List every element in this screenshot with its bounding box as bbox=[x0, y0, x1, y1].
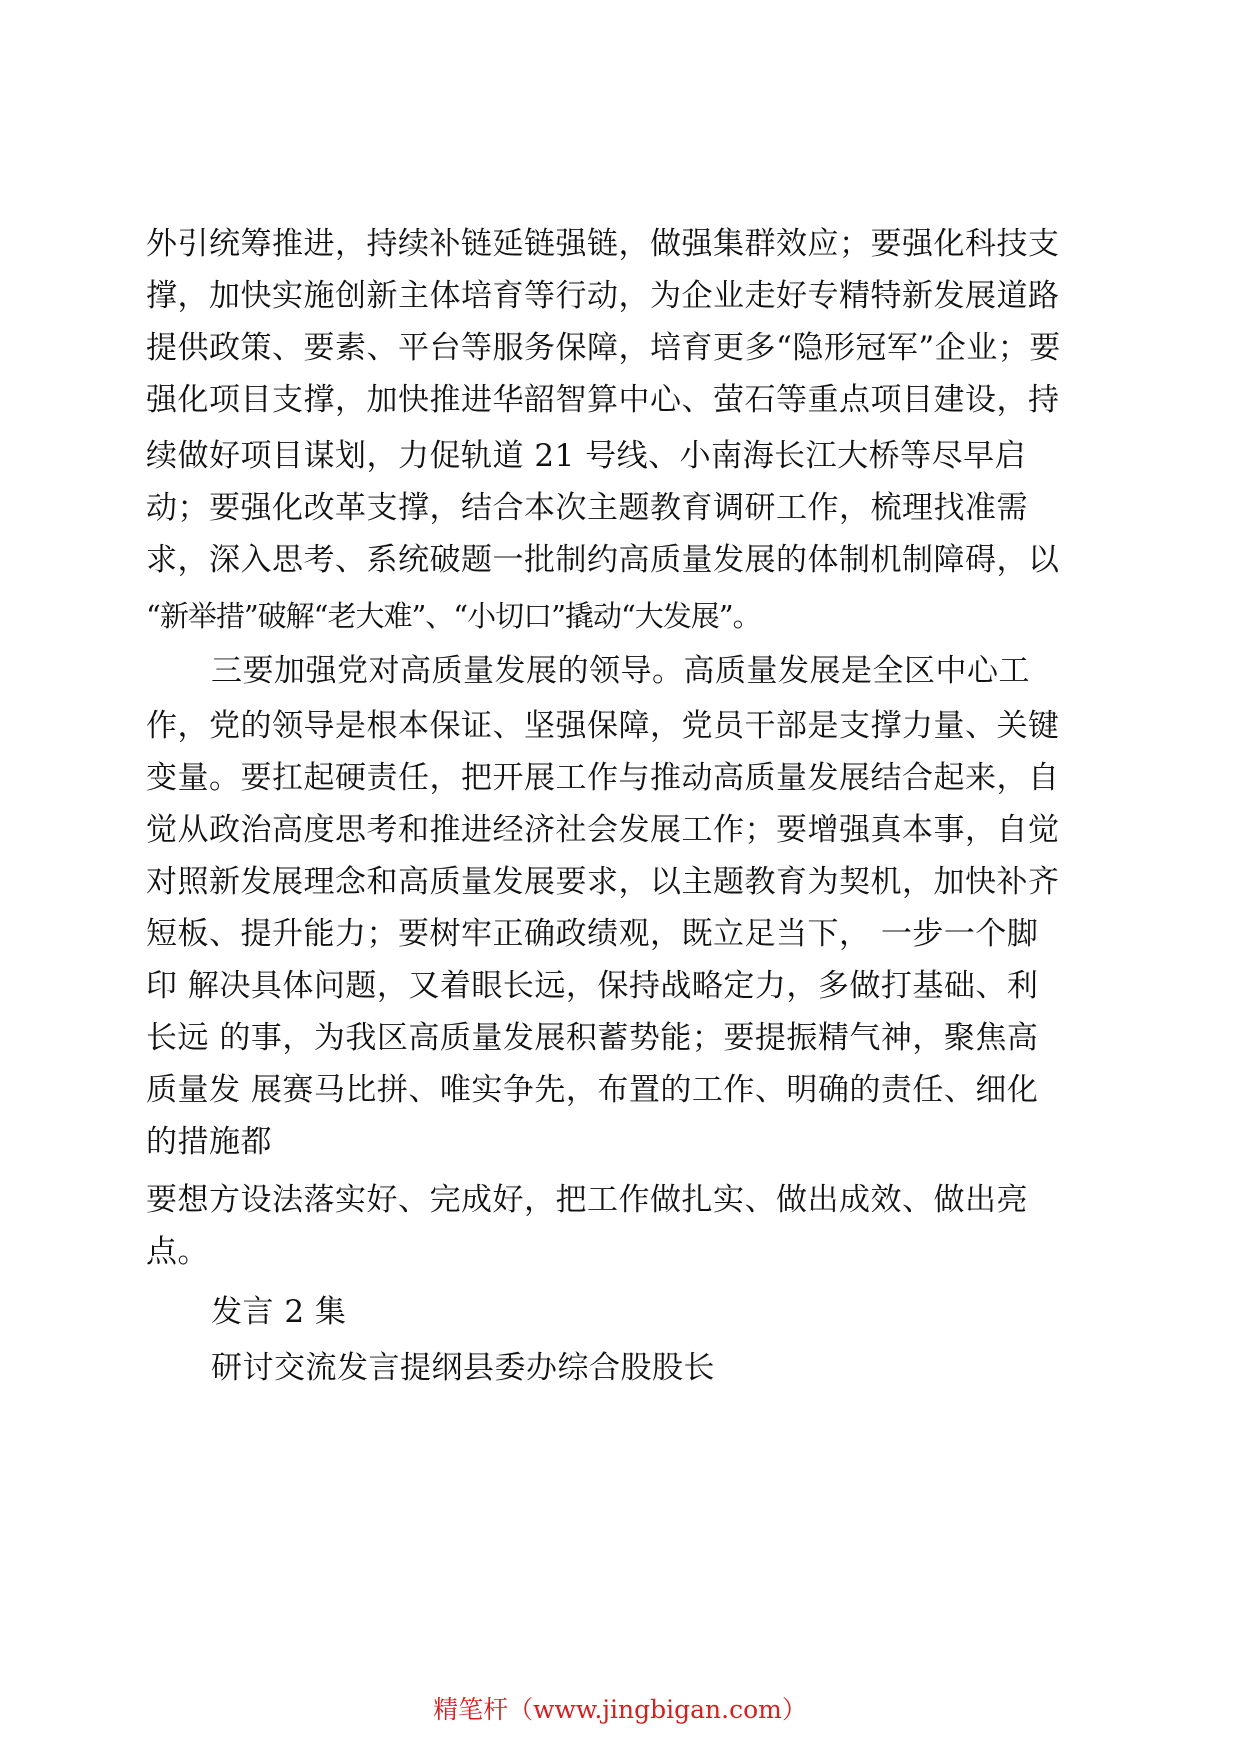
text-line-4: 强化项目支撑，加快推进华韶智算中心、萤石等重点项目建设，持 bbox=[146, 382, 1060, 418]
text-line-15: 印 解决具体问题，又着眼长远，保持战略定力，多做打基础、利 bbox=[146, 968, 1039, 1004]
text-line-2: 撑，加快实施创新主体培育等行动，为企业走好专精特新发展道路 bbox=[146, 278, 1060, 314]
text-line-18: 的措施都 bbox=[146, 1124, 272, 1160]
text-line-14: 短板、提升能力；要树牢正确政绩观，既立足当下， 一步一个脚 bbox=[146, 916, 1039, 952]
text-line-8: “新举措”破解“老大难”、“小切口”撬动“大发展”。 bbox=[146, 599, 761, 633]
text-line-10: 作，党的领导是根本保证、坚强保障，党员干部是支撑力量、关键 bbox=[146, 708, 1060, 744]
text-line-6: 动；要强化改革支撑，结合本次主题教育调研工作，梳理找准需 bbox=[146, 490, 1028, 526]
text-line-7: 求，深入思考、系统破题一批制约高质量发展的体制机制障碍，以 bbox=[146, 542, 1060, 578]
section-subtitle: 研讨交流发言提纲县委办综合股股长 bbox=[211, 1350, 715, 1386]
text-line-16: 长远 的事，为我区高质量发展积蓄势能；要提振精气神，聚焦高 bbox=[146, 1020, 1039, 1056]
section-heading: 发言 2 集 bbox=[211, 1294, 347, 1330]
text-line-1: 外引统筹推进，持续补链延链强链，做强集群效应；要强化科技支 bbox=[146, 226, 1060, 262]
text-line-17: 质量发 展赛马比拼、唯实争先，布置的工作、明确的责任、细化 bbox=[146, 1072, 1039, 1108]
text-line-12: 觉从政治高度思考和推进经济社会发展工作；要增强真本事，自觉 bbox=[146, 812, 1060, 848]
text-line-3: 提供政策、要素、平台等服务保障，培育更多“隐形冠军”企业；要 bbox=[146, 330, 1061, 366]
text-line-19: 要想方设法落实好、完成好，把工作做扎实、做出成效、做出亮 bbox=[146, 1182, 1028, 1218]
paragraph-start-line: 三要加强党对高质量发展的领导。高质量发展是全区中心工 bbox=[211, 653, 1030, 689]
text-line-13: 对照新发展理念和高质量发展要求，以主题教育为契机，加快补齐 bbox=[146, 864, 1060, 900]
text-line-11: 变量。要扛起硬责任，把开展工作与推动高质量发展结合起来，自 bbox=[146, 760, 1060, 796]
footer-watermark: 精笔杆（www.jingbigan.com） bbox=[433, 1695, 807, 1724]
text-line-20: 点。 bbox=[146, 1234, 209, 1270]
text-line-5: 续做好项目谋划，力促轨道 21 号线、小南海长江大桥等尽早启 bbox=[146, 438, 1027, 474]
